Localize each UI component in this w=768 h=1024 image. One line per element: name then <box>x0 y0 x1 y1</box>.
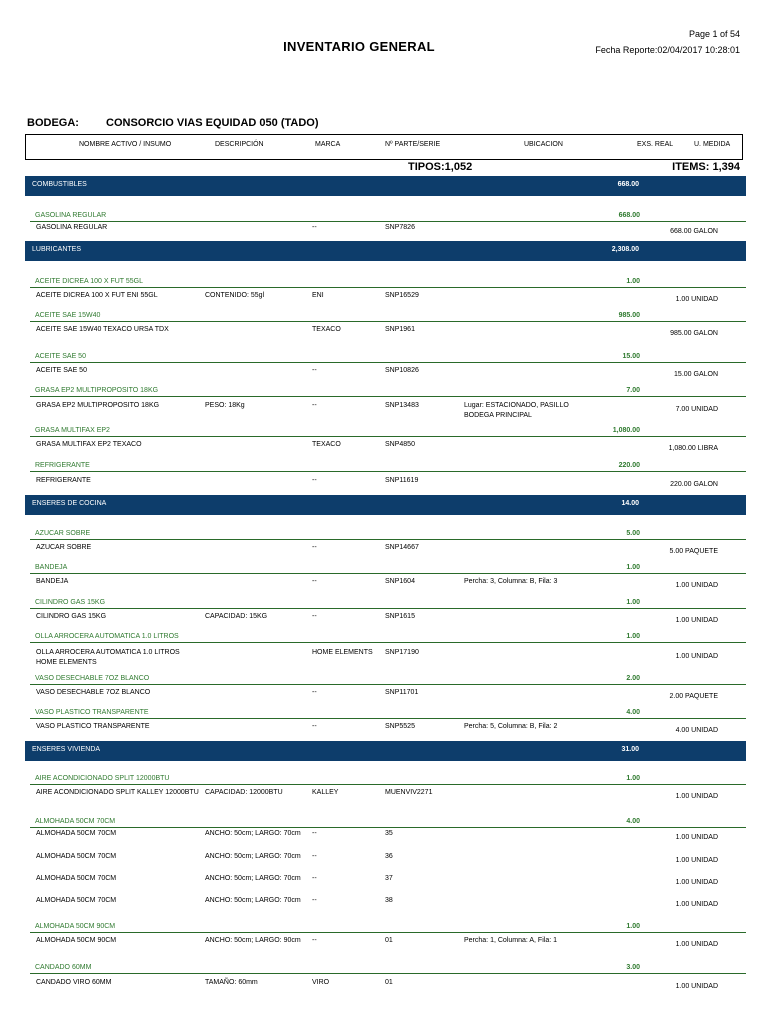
bodega-label: BODEGA: <box>27 117 79 129</box>
item-location: Percha: 3, Columna: B, Fila: 3 <box>464 578 558 585</box>
item-serial: SNP7826 <box>385 224 415 231</box>
group-row <box>30 562 746 574</box>
item-name: GASOLINA REGULAR <box>36 224 108 231</box>
item-location: Lugar: ESTACIONADO, PASILLO BODEGA PRINCIPAL <box>464 402 569 419</box>
item-serial: 01 <box>385 979 393 986</box>
col-exs: EXS. REAL <box>637 141 674 148</box>
item-name: ACEITE SAE 50 <box>36 367 87 374</box>
group-qty: 15.00 <box>622 353 640 360</box>
item-quantity: 1.00 UNIDAD <box>675 983 718 990</box>
item-quantity: 7.00 UNIDAD <box>675 406 718 413</box>
item-name: CILINDRO GAS 15KG <box>36 613 107 620</box>
item-brand: -- <box>312 853 317 860</box>
col-ubicacion: UBICACION <box>524 141 563 148</box>
item-name: VASO DESECHABLE 7OZ BLANCO <box>36 689 151 696</box>
item-name: ALMOHADA 50CM 90CM <box>36 937 117 944</box>
item-serial: SNP10826 <box>385 367 419 374</box>
item-description: CONTENIDO: 55gl <box>205 292 265 299</box>
item-quantity: 1.00 UNIDAD <box>675 857 718 864</box>
item-name: ACEITE DICREA 100 X FUT ENI 55GL <box>36 292 158 299</box>
col-nombre: NOMBRE ACTIVO / INSUMO <box>79 141 172 148</box>
item-name: GRASA EP2 MULTIPROPOSITO 18KG <box>36 402 160 409</box>
group-qty: 220.00 <box>618 462 640 469</box>
page-number: Page 1 of 54 <box>688 29 740 39</box>
item-name: REFRIGERANTE <box>36 477 91 484</box>
item-brand: -- <box>312 224 317 231</box>
category-name: ENSERES DE COCINA <box>32 500 107 507</box>
column-header <box>25 134 743 160</box>
group-name: ALMOHADA 50CM 90CM <box>35 923 116 930</box>
item-brand: -- <box>312 477 317 484</box>
category-row <box>25 176 746 196</box>
item-serial: SNP4850 <box>385 441 415 448</box>
item-name: ALMOHADA 50CM 70CM <box>36 897 117 904</box>
group-name: ACEITE SAE 50 <box>35 353 86 360</box>
group-row <box>30 597 746 609</box>
group-name: VASO DESECHABLE 7OZ BLANCO <box>35 675 150 682</box>
item-brand: VIRO <box>312 979 330 986</box>
item-brand: TEXACO <box>312 441 341 448</box>
item-serial: 01 <box>385 937 393 944</box>
item-name: BANDEJA <box>36 578 69 585</box>
item-brand: -- <box>312 544 317 551</box>
category-qty: 14.00 <box>621 500 639 507</box>
item-name: GRASA MULTIFAX EP2 TEXACO <box>36 441 142 448</box>
tipos-total: TIPOS:1,052 <box>408 161 473 173</box>
item-name: ALMOHADA 50CM 70CM <box>36 853 117 860</box>
item-serial: MUENVIV2271 <box>385 789 433 796</box>
item-location: Percha: 1, Columna: A, Fila: 1 <box>464 937 557 944</box>
item-quantity: 1.00 UNIDAD <box>675 296 718 303</box>
group-row <box>30 425 746 437</box>
group-row <box>30 385 746 397</box>
group-name: GRASA MULTIFAX EP2 <box>35 427 110 434</box>
group-name: GRASA EP2 MULTIPROPOSITO 18KG <box>35 387 159 394</box>
category-qty: 668.00 <box>617 181 639 188</box>
item-quantity: 220.00 GALON <box>670 481 718 488</box>
item-brand: -- <box>312 689 317 696</box>
report-date: Fecha Reporte:02/04/2017 10:28:01 <box>595 45 740 55</box>
item-serial: SNP14667 <box>385 544 419 551</box>
item-description: ANCHO: 50cm; LARGO: 70cm <box>205 853 301 860</box>
group-qty: 7.00 <box>626 387 640 394</box>
item-quantity: 1.00 UNIDAD <box>675 617 718 624</box>
group-qty: 668.00 <box>618 212 640 219</box>
item-description: ANCHO: 50cm; LARGO: 70cm <box>205 897 301 904</box>
group-row <box>30 631 746 643</box>
group-row <box>30 673 746 685</box>
group-name: AZUCAR SOBRE <box>35 530 91 537</box>
group-name: VASO PLASTICO TRANSPARENTE <box>35 709 149 716</box>
col-medida: U. MEDIDA <box>694 141 731 148</box>
group-row <box>30 460 746 472</box>
group-name: GASOLINA REGULAR <box>35 212 107 219</box>
item-brand: -- <box>312 613 317 620</box>
item-quantity: 1,080.00 LIBRA <box>668 445 718 452</box>
item-brand: -- <box>312 897 317 904</box>
item-serial: SNP13483 <box>385 402 419 409</box>
item-name: ALMOHADA 50CM 70CM <box>36 875 117 882</box>
item-quantity: 1.00 UNIDAD <box>675 901 718 908</box>
group-row <box>30 707 746 719</box>
item-serial: 38 <box>385 897 393 904</box>
item-brand: -- <box>312 830 317 837</box>
item-quantity: 5.00 PAQUETE <box>669 548 718 555</box>
bodega-value: CONSORCIO VIAS EQUIDAD 050 (TADO) <box>106 117 319 129</box>
category-row <box>25 241 746 261</box>
group-qty: 1.00 <box>626 278 640 285</box>
item-quantity: 1.00 UNIDAD <box>675 941 718 948</box>
item-serial: SNP1615 <box>385 613 415 620</box>
category-row <box>25 495 746 515</box>
group-row <box>30 210 746 222</box>
group-row <box>30 962 746 974</box>
group-name: CANDADO 60MM <box>35 964 92 971</box>
item-serial: SNP1961 <box>385 326 415 333</box>
item-location: Percha: 5, Columna: B, Fila: 2 <box>464 723 558 730</box>
group-qty: 1.00 <box>626 599 640 606</box>
item-description: ANCHO: 50cm; LARGO: 70cm <box>205 830 301 837</box>
item-brand: TEXACO <box>312 326 341 333</box>
item-description: TAMAÑO: 60mm <box>205 979 258 986</box>
item-description: ANCHO: 50cm; LARGO: 90cm <box>205 937 301 944</box>
category-qty: 2,308.00 <box>611 246 639 253</box>
col-marca: MARCA <box>315 141 341 148</box>
item-quantity: 1.00 UNIDAD <box>675 653 718 660</box>
item-quantity: 15.00 GALON <box>674 371 718 378</box>
items-total: ITEMS: 1,394 <box>672 161 740 173</box>
item-serial: SNP17190 <box>385 649 419 656</box>
group-row <box>30 816 746 828</box>
group-qty: 1.00 <box>626 633 640 640</box>
category-qty: 31.00 <box>621 746 639 753</box>
group-name: AIRE ACONDICIONADO SPLIT 12000BTU <box>35 775 170 782</box>
item-quantity: 985.00 GALON <box>670 330 718 337</box>
item-quantity: 1.00 UNIDAD <box>675 834 718 841</box>
item-brand: KALLEY <box>312 789 339 796</box>
item-description: PESO: 18Kg <box>205 402 245 409</box>
item-name: AIRE ACONDICIONADO SPLIT KALLEY 12000BTU <box>36 789 199 796</box>
item-name: VASO PLASTICO TRANSPARENTE <box>36 723 150 730</box>
item-name: ALMOHADA 50CM 70CM <box>36 830 117 837</box>
item-quantity: 1.00 UNIDAD <box>675 793 718 800</box>
item-name: AZUCAR SOBRE <box>36 544 92 551</box>
item-quantity: 1.00 UNIDAD <box>675 879 718 886</box>
group-name: REFRIGERANTE <box>35 462 90 469</box>
item-serial: SNP11619 <box>385 477 419 484</box>
group-qty: 985.00 <box>618 312 640 319</box>
group-row <box>30 528 746 540</box>
item-brand: ENI <box>312 292 324 299</box>
item-description: CAPACIDAD: 15KG <box>205 613 268 620</box>
group-row <box>30 276 746 288</box>
item-quantity: 1.00 UNIDAD <box>675 582 718 589</box>
item-serial: 36 <box>385 853 393 860</box>
group-row <box>30 310 746 322</box>
item-brand: -- <box>312 723 317 730</box>
group-row <box>30 921 746 933</box>
item-name: ACEITE SAE 15W40 TEXACO URSA TDX <box>36 326 169 333</box>
item-serial: SNP1604 <box>385 578 415 585</box>
group-qty: 4.00 <box>626 818 640 825</box>
group-row <box>30 773 746 785</box>
category-name: LUBRICANTES <box>32 246 82 253</box>
group-qty: 1.00 <box>626 775 640 782</box>
item-brand: -- <box>312 875 317 882</box>
item-serial: SNP5525 <box>385 723 415 730</box>
col-descripcion: DESCRIPCIÓN <box>215 141 264 148</box>
page-title: INVENTARIO GENERAL <box>283 39 435 54</box>
group-row <box>30 351 746 363</box>
category-name: ENSERES VIVIENDA <box>32 746 101 753</box>
col-serie: Nº PARTE/SERIE <box>385 141 441 148</box>
group-qty: 2.00 <box>626 675 640 682</box>
item-description: CAPACIDAD: 12000BTU <box>205 789 283 796</box>
item-name: CANDADO VIRO 60MM <box>36 979 112 986</box>
item-quantity: 4.00 UNIDAD <box>675 727 718 734</box>
group-qty: 4.00 <box>626 709 640 716</box>
item-serial: SNP11701 <box>385 689 419 696</box>
group-qty: 1.00 <box>626 923 640 930</box>
item-serial: SNP16529 <box>385 292 419 299</box>
item-brand: -- <box>312 578 317 585</box>
item-quantity: 668.00 GALON <box>670 228 718 235</box>
item-serial: 37 <box>385 875 393 882</box>
category-name: COMBUSTIBLES <box>32 181 87 188</box>
group-name: ALMOHADA 50CM 70CM <box>35 818 116 825</box>
group-qty: 3.00 <box>626 964 640 971</box>
item-brand: -- <box>312 937 317 944</box>
group-qty: 5.00 <box>626 530 640 537</box>
item-name: OLLA ARROCERA AUTOMATICA 1.0 LITROS HOME ELEMENTS <box>36 649 180 666</box>
item-brand: -- <box>312 367 317 374</box>
item-brand: HOME ELEMENTS <box>312 649 373 656</box>
group-name: BANDEJA <box>35 564 68 571</box>
group-name: CILINDRO GAS 15KG <box>35 599 106 606</box>
group-qty: 1,080.00 <box>612 427 640 434</box>
item-brand: -- <box>312 402 317 409</box>
group-name: OLLA ARROCERA AUTOMATICA 1.0 LITROS <box>35 633 179 640</box>
group-qty: 1.00 <box>626 564 640 571</box>
item-description: ANCHO: 50cm; LARGO: 70cm <box>205 875 301 882</box>
group-name: ACEITE SAE 15W40 <box>35 312 101 319</box>
item-serial: 35 <box>385 830 393 837</box>
item-quantity: 2.00 PAQUETE <box>669 693 718 700</box>
category-row <box>25 741 746 761</box>
group-name: ACEITE DICREA 100 X FUT 55GL <box>35 278 144 285</box>
